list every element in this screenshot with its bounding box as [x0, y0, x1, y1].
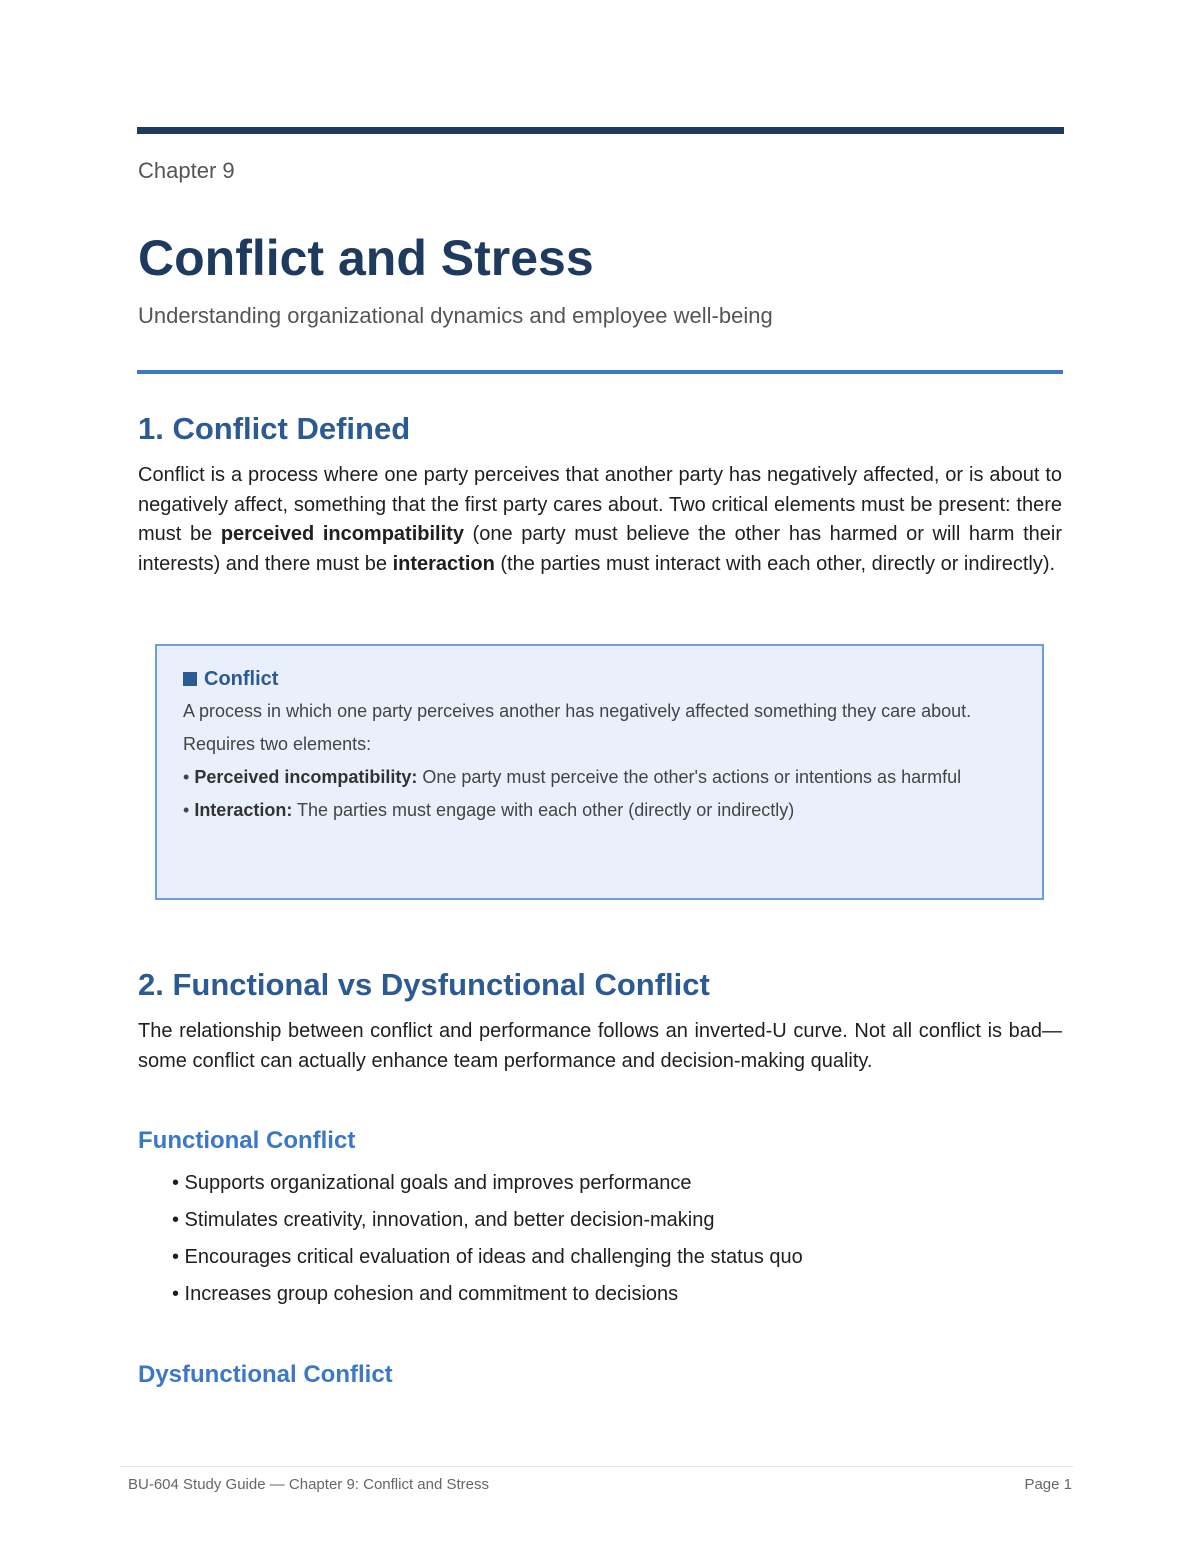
header-top-rule [137, 127, 1064, 134]
section-body-functional-vs-dysfunctional: The relationship between conflict and performance follows an inverted-U curve. Not all conflict is bad—some conflict can actually enhance team performance and decision-making quality. [138, 1020, 1062, 1072]
callout-title [183, 664, 1016, 694]
page-title: Conflict and Stress [138, 230, 594, 286]
section-title-functional-vs-dysfunctional: 2. Functional vs Dysfunctional Conflict [138, 967, 710, 1002]
callout-element-text: One party must perceive the other's actions or intentions as harmful [417, 767, 962, 787]
list-item: • Increases group cohesion and commitment to decisions [172, 1283, 679, 1305]
footer-divider [120, 1466, 1073, 1467]
callout-requires: Requires two elements: [183, 734, 372, 754]
subsection-title-dysfunctional: Dysfunctional Conflict [138, 1361, 393, 1388]
body-text: Conflict is a process where one party perceives that another party has negatively affected, or is about to negatively affect, something that the first party cares about. Two critical elements must be present: there must be [138, 464, 1062, 545]
footer-document-title: BU-604 Study Guide — Chapter 9: Conflict and Stress [128, 1476, 490, 1493]
body-emphasis: perceived incompatibility [220, 523, 464, 545]
callout-element [183, 764, 1016, 791]
list-item: • Stimulates creativity, innovation, and better decision-making [172, 1209, 715, 1231]
section-body-conflict-defined [138, 461, 1062, 579]
callout-element-text: The parties must engage with each other (directly or indirectly) [292, 800, 795, 820]
square-icon [183, 672, 197, 686]
subsection-title-functional: Functional Conflict [138, 1127, 356, 1154]
callout-bullet: • [183, 800, 195, 820]
callout-element-term: Perceived incompatibility: [194, 767, 418, 787]
body-text: (one party must believe the other has harmed or will harm their interests) and there must be [138, 523, 1062, 575]
list-item: • Encourages critical evaluation of ideas and challenging the status quo [172, 1246, 803, 1268]
callout-definition: A process in which one party perceives another has negatively affected something they care about. [183, 701, 972, 721]
header-divider [137, 370, 1063, 374]
body-emphasis: interaction [392, 552, 495, 575]
list-item: • Supports organizational goals and improves performance [172, 1172, 692, 1194]
callout-element [183, 797, 1016, 824]
chapter-label: Chapter 9 [138, 158, 235, 183]
functional-conflict-list [172, 1169, 803, 1317]
body-text: (the parties must interact with each other, directly or indirectly). [494, 552, 1056, 575]
footer-page-number: Page 1 [1024, 1476, 1072, 1493]
callout-title-text: Conflict [204, 668, 279, 690]
section-title-conflict-defined: 1. Conflict Defined [138, 411, 411, 446]
callout-bullet: • [183, 767, 195, 787]
callout-element-term: Interaction: [194, 800, 293, 820]
definition-callout [155, 644, 1044, 900]
page-subtitle: Understanding organizational dynamics and employee well-being [138, 303, 773, 328]
